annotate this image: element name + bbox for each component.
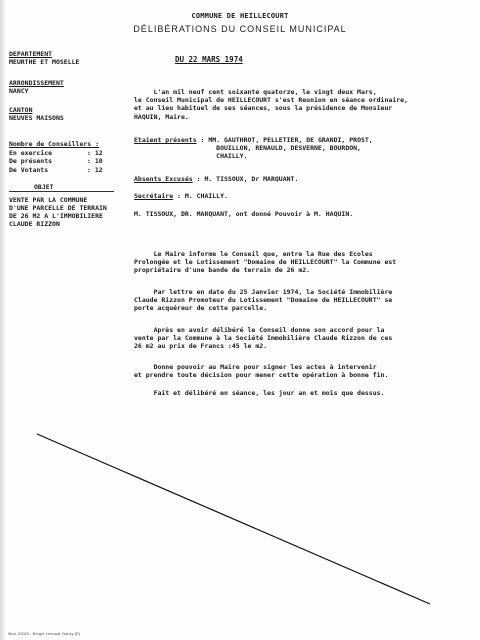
paragraph-5: Fait et délibéré en séance, les jour an et mois que dessus. xyxy=(134,389,385,397)
meeting-date: DU 22 MARS 1974 xyxy=(175,55,243,64)
presents-paragraph xyxy=(134,136,434,161)
canton-label: CANTON xyxy=(9,106,33,114)
pouvoir-paragraph: M. TISSOUX, DR. MARQUANT, ont donné Pouvoir à M. HAQUIN. xyxy=(134,210,354,218)
arrondissement-value: NANCY xyxy=(9,87,29,95)
count-row xyxy=(9,157,103,166)
objet-label: OBJET xyxy=(34,183,54,191)
absents-label: Absents Excusés xyxy=(134,175,193,183)
count-label: De présents xyxy=(9,157,53,165)
count-row xyxy=(9,149,103,158)
paragraph-3: Après en avoir délibéré le Conseil donne son accord pour la vente par la Commune à la Société Immobilière Claude Rizzon de ces 26 m2 au prix de Francs :45 le m2. xyxy=(134,326,393,351)
secretaire-text: : M. CHAILLY. xyxy=(173,192,228,200)
secretaire-paragraph xyxy=(134,192,434,200)
printer-imprint: Mod. 20024 · Berger Levrault, Nancy (R) xyxy=(8,631,81,636)
objet-line: CLAUDE RIZZON xyxy=(9,220,60,228)
count-label: En exercice xyxy=(9,148,53,157)
count-value: : 10 xyxy=(87,157,103,165)
count-value: : 12 xyxy=(87,148,103,157)
departement-label: DEPARTEMENT xyxy=(9,50,53,58)
objet-line: VENTE PAR LA COMMUNE xyxy=(9,196,88,204)
arrondissement-block xyxy=(9,79,64,95)
canton-block xyxy=(9,106,64,122)
secretaire-label: Secrétaire xyxy=(134,192,174,200)
departement-value: MEURTHE ET MOSELLE xyxy=(9,58,80,66)
presents-text: : MM. GAUTHROT, PELLETIER, DE GRANDI, PROST, BOUILLON, RENAULD, DESVERNE, BOURDON, CHAILLY. xyxy=(200,136,373,161)
arrondissement-label: ARRONDISSEMENT xyxy=(9,79,64,87)
count-label: De Votants xyxy=(9,165,49,174)
departement-block xyxy=(9,50,79,66)
objet-text xyxy=(9,196,107,228)
council-counts xyxy=(9,140,103,174)
diagonal-line xyxy=(37,434,430,604)
count-value: : 12 xyxy=(87,165,103,174)
commune-header: COMMUNE DE HEILLECOURT xyxy=(191,12,289,20)
counts-title: Nombre de Conseillers : xyxy=(9,140,100,148)
intro-paragraph: L'an mil neuf cent soixante quatorze, le vingt deux Mars, le Conseil Municipal de HEILLECOURT s'est Reunion en séance ordinaire, et au lieu habituel de ses séances, sous la présidence de Monsieur HAQUIN, Maire. xyxy=(134,88,408,121)
canton-value: NEUVES MAISONS xyxy=(9,114,64,122)
page-edge-shadow xyxy=(0,0,6,640)
objet-line: D'UNE PARCELLE DE TERRAIN xyxy=(9,204,107,212)
document-title: DÉLIBÉRATIONS DU CONSEIL MUNICIPAL xyxy=(133,24,347,34)
count-row xyxy=(9,166,103,175)
paragraph-4: Donne pouvoir au Maire pour signer les actes à intervenir et prendre toute décision pour mener cette opération à bonne fin. xyxy=(134,363,389,380)
objet-divider xyxy=(9,191,114,192)
paragraph-2: Par lettre en date du 25 Janvier 1974, la Société Immobilière Claude Rizzon Promoteur du Lotissement "Domaine de HEILLECOURT" se porte acquéreur de cette parcelle. xyxy=(134,288,393,313)
absents-paragraph xyxy=(134,175,434,183)
absents-text: : M. TISSOUX, Dr MARQUANT. xyxy=(192,175,299,183)
presents-label: Etaient présents xyxy=(134,136,197,144)
paragraph-1: Le Maire informe le Conseil que, entre la Rue des Ecoles Prolongée et le Lotissement "Domaine de HEILLECOURT" la Commune est propriétaire d'une bande de terrain de 26 m2. xyxy=(134,250,397,275)
objet-line: DE 26 M2 A L'IMMOBILIERE xyxy=(9,212,103,220)
